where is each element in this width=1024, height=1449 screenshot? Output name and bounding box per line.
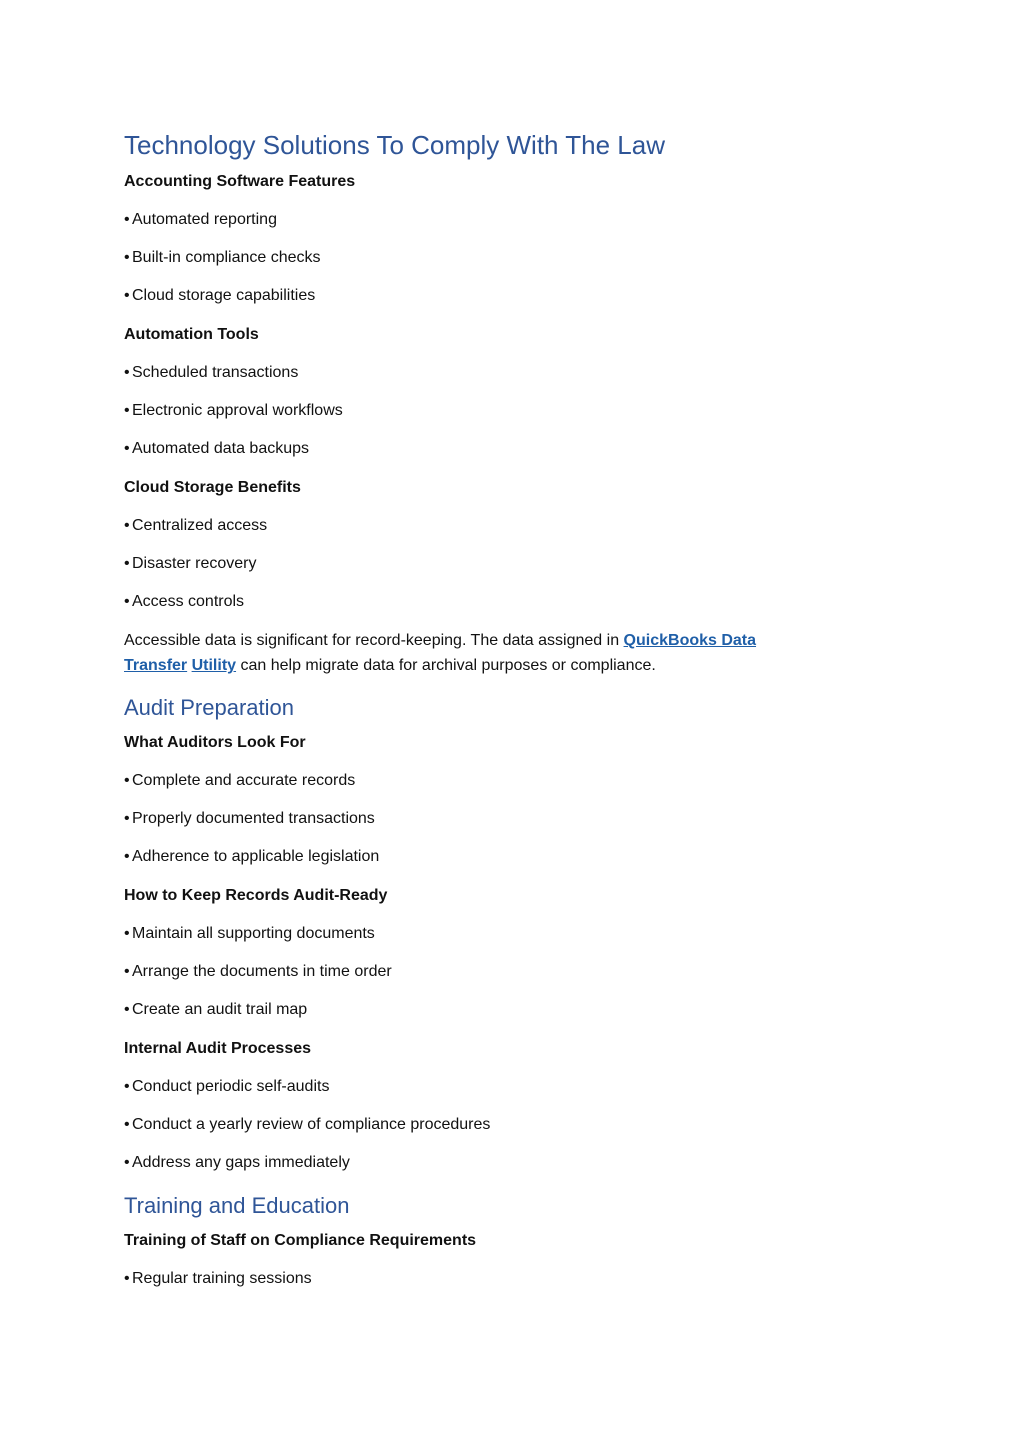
bullet-icon: • (124, 249, 130, 266)
section-title-training: Training and Education (124, 1193, 350, 1218)
list-item: • Adherence to applicable legislation (124, 846, 379, 868)
list-item: • Complete and accurate records (124, 770, 355, 792)
subheading-accounting-software: Accounting Software Features (124, 173, 356, 190)
bullet-icon: • (124, 440, 130, 457)
list-item: • Electronic approval workflows (124, 400, 343, 422)
list-item: • Conduct periodic self-audits (124, 1076, 329, 1098)
list-item: • Centralized access (124, 515, 267, 537)
bullet-icon: • (124, 287, 130, 304)
list-item: • Built-in compliance checks (124, 247, 321, 269)
list-item: • Conduct a yearly review of compliance procedures (124, 1114, 490, 1136)
subheading-what-auditors-look-for: What Auditors Look For (124, 734, 306, 751)
bullet-icon: • (124, 593, 130, 610)
subheading-staff-training: Training of Staff on Compliance Requirements (124, 1232, 477, 1249)
body-paragraph: Accessible data is significant for record-keeping. The data assigned in QuickBooks Data Transfer Utility can help migrate data for archival purposes or compliance. (124, 632, 757, 674)
bullet-icon: • (124, 1001, 130, 1018)
bullet-icon: • (124, 925, 130, 942)
bullet-icon: • (124, 1270, 130, 1287)
list-item: • Disaster recovery (124, 553, 256, 575)
bullet-icon: • (124, 364, 130, 381)
bullet-icon: • (124, 517, 130, 534)
utility-link[interactable]: Utility (191, 657, 237, 674)
list-item: • Maintain all supporting documents (124, 923, 375, 945)
list-item: • Arrange the documents in time order (124, 961, 392, 983)
list-item: • Regular training sessions (124, 1268, 312, 1290)
quickbooks-data-link[interactable]: QuickBooks Data (623, 632, 757, 649)
bullet-icon: • (124, 1078, 130, 1095)
list-item: • Create an audit trail map (124, 999, 307, 1021)
section-title-audit-preparation: Audit Preparation (124, 695, 294, 720)
bullet-icon: • (124, 211, 130, 228)
list-item: • Properly documented transactions (124, 808, 375, 830)
bullet-icon: • (124, 555, 130, 572)
bullet-icon: • (124, 1154, 130, 1171)
list-item: • Automated reporting (124, 209, 277, 231)
bullet-icon: • (124, 772, 130, 789)
subheading-automation-tools: Automation Tools (124, 326, 259, 343)
bullet-icon: • (124, 963, 130, 980)
list-item: • Automated data backups (124, 438, 309, 460)
subheading-audit-ready: How to Keep Records Audit-Ready (124, 887, 388, 904)
list-item: • Cloud storage capabilities (124, 285, 315, 307)
list-item: • Scheduled transactions (124, 362, 298, 384)
bullet-icon: • (124, 810, 130, 827)
list-item: • Access controls (124, 591, 244, 613)
subheading-cloud-storage: Cloud Storage Benefits (124, 479, 301, 496)
list-item: • Address any gaps immediately (124, 1152, 350, 1174)
bullet-icon: • (124, 402, 130, 419)
subheading-internal-audit: Internal Audit Processes (124, 1040, 312, 1057)
bullet-icon: • (124, 1116, 130, 1133)
bullet-icon: • (124, 848, 130, 865)
section-title-technology: Technology Solutions To Comply With The Law (124, 130, 665, 160)
transfer-link[interactable]: Transfer (124, 657, 188, 674)
